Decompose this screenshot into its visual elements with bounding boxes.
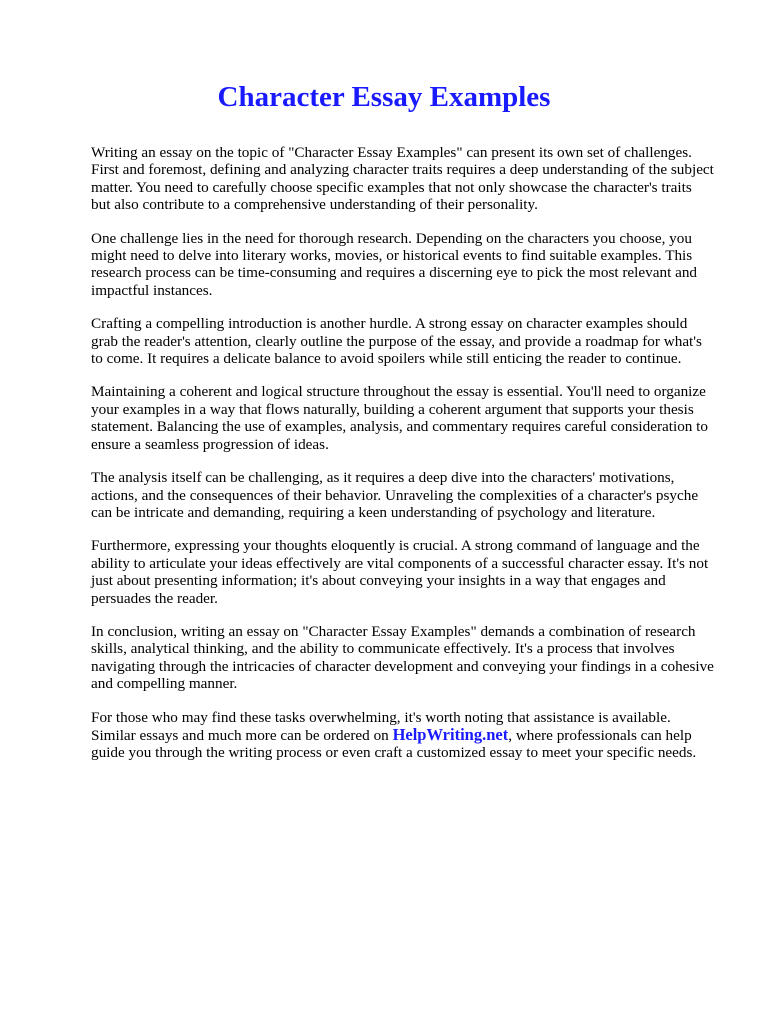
paragraph-1: Writing an essay on the topic of "Character Essay Examples" can present its own set of challenges. First and foremost, defining and analyzing character traits requires a deep understanding of the subject matter. You need to carefully choose specific examples that not only showcase the character's traits but also contribute to a comprehensive understanding of their personality. <box>91 144 714 214</box>
paragraph-4: Maintaining a coherent and logical structure throughout the essay is essential. You'll need to organize your examples in a way that flows naturally, building a coherent argument that supports your thesis statement. Balancing the use of examples, analysis, and commentary requires careful consideration to ensure a seamless progression of ideas. <box>91 383 708 453</box>
closing-paragraph <box>91 709 714 762</box>
paragraph-6: Furthermore, expressing your thoughts eloquently is crucial. A strong command of language and the ability to articulate your ideas effectively are vital components of a successful character essay. It's not just about presenting information; it's about conveying your insights in a way that engages and persuades the reader. <box>91 537 709 607</box>
paragraph-2: One challenge lies in the need for thorough research. Depending on the characters you choose, you might need to delve into literary works, movies, or historical events to find suitable examples. This research process can be time-consuming and requires a discerning eye to pick the most relevant and impactful instances. <box>91 229 698 299</box>
paragraph-7: In conclusion, writing an essay on "Character Essay Examples" demands a combination of research skills, analytical thinking, and the ability to communicate effectively. It's a process that involves navigating through the intricacies of character development and conveying your findings in a cohesive and compelling manner. <box>91 622 714 693</box>
paragraph-3: Crafting a compelling introduction is another hurdle. A strong essay on character examples should grab the reader's attention, clearly outline the purpose of the essay, and provide a roadmap for what's to come. It requires a delicate balance to avoid spoilers while still enticing the reader to continue. <box>91 315 702 368</box>
page-title: Character Essay Examples <box>217 81 551 113</box>
closing-text-before-link: For those who may find these tasks overwhelming, it's worth noting that assistance is available. Similar essays and much more can be ordered on <box>91 708 671 744</box>
helpwriting-link[interactable]: HelpWriting.net <box>392 724 509 744</box>
paragraph-5: The analysis itself can be challenging, as it requires a deep dive into the characters' motivations, actions, and the consequences of their behavior. Unraveling the complexities of a character's psyche can be intricate and demanding, requiring a keen understanding of psychology and literature. <box>91 469 699 521</box>
closing-text-after-link: , where professionals can help guide you through the writing process or even craft a customized essay to meet your specific needs. <box>91 726 697 762</box>
